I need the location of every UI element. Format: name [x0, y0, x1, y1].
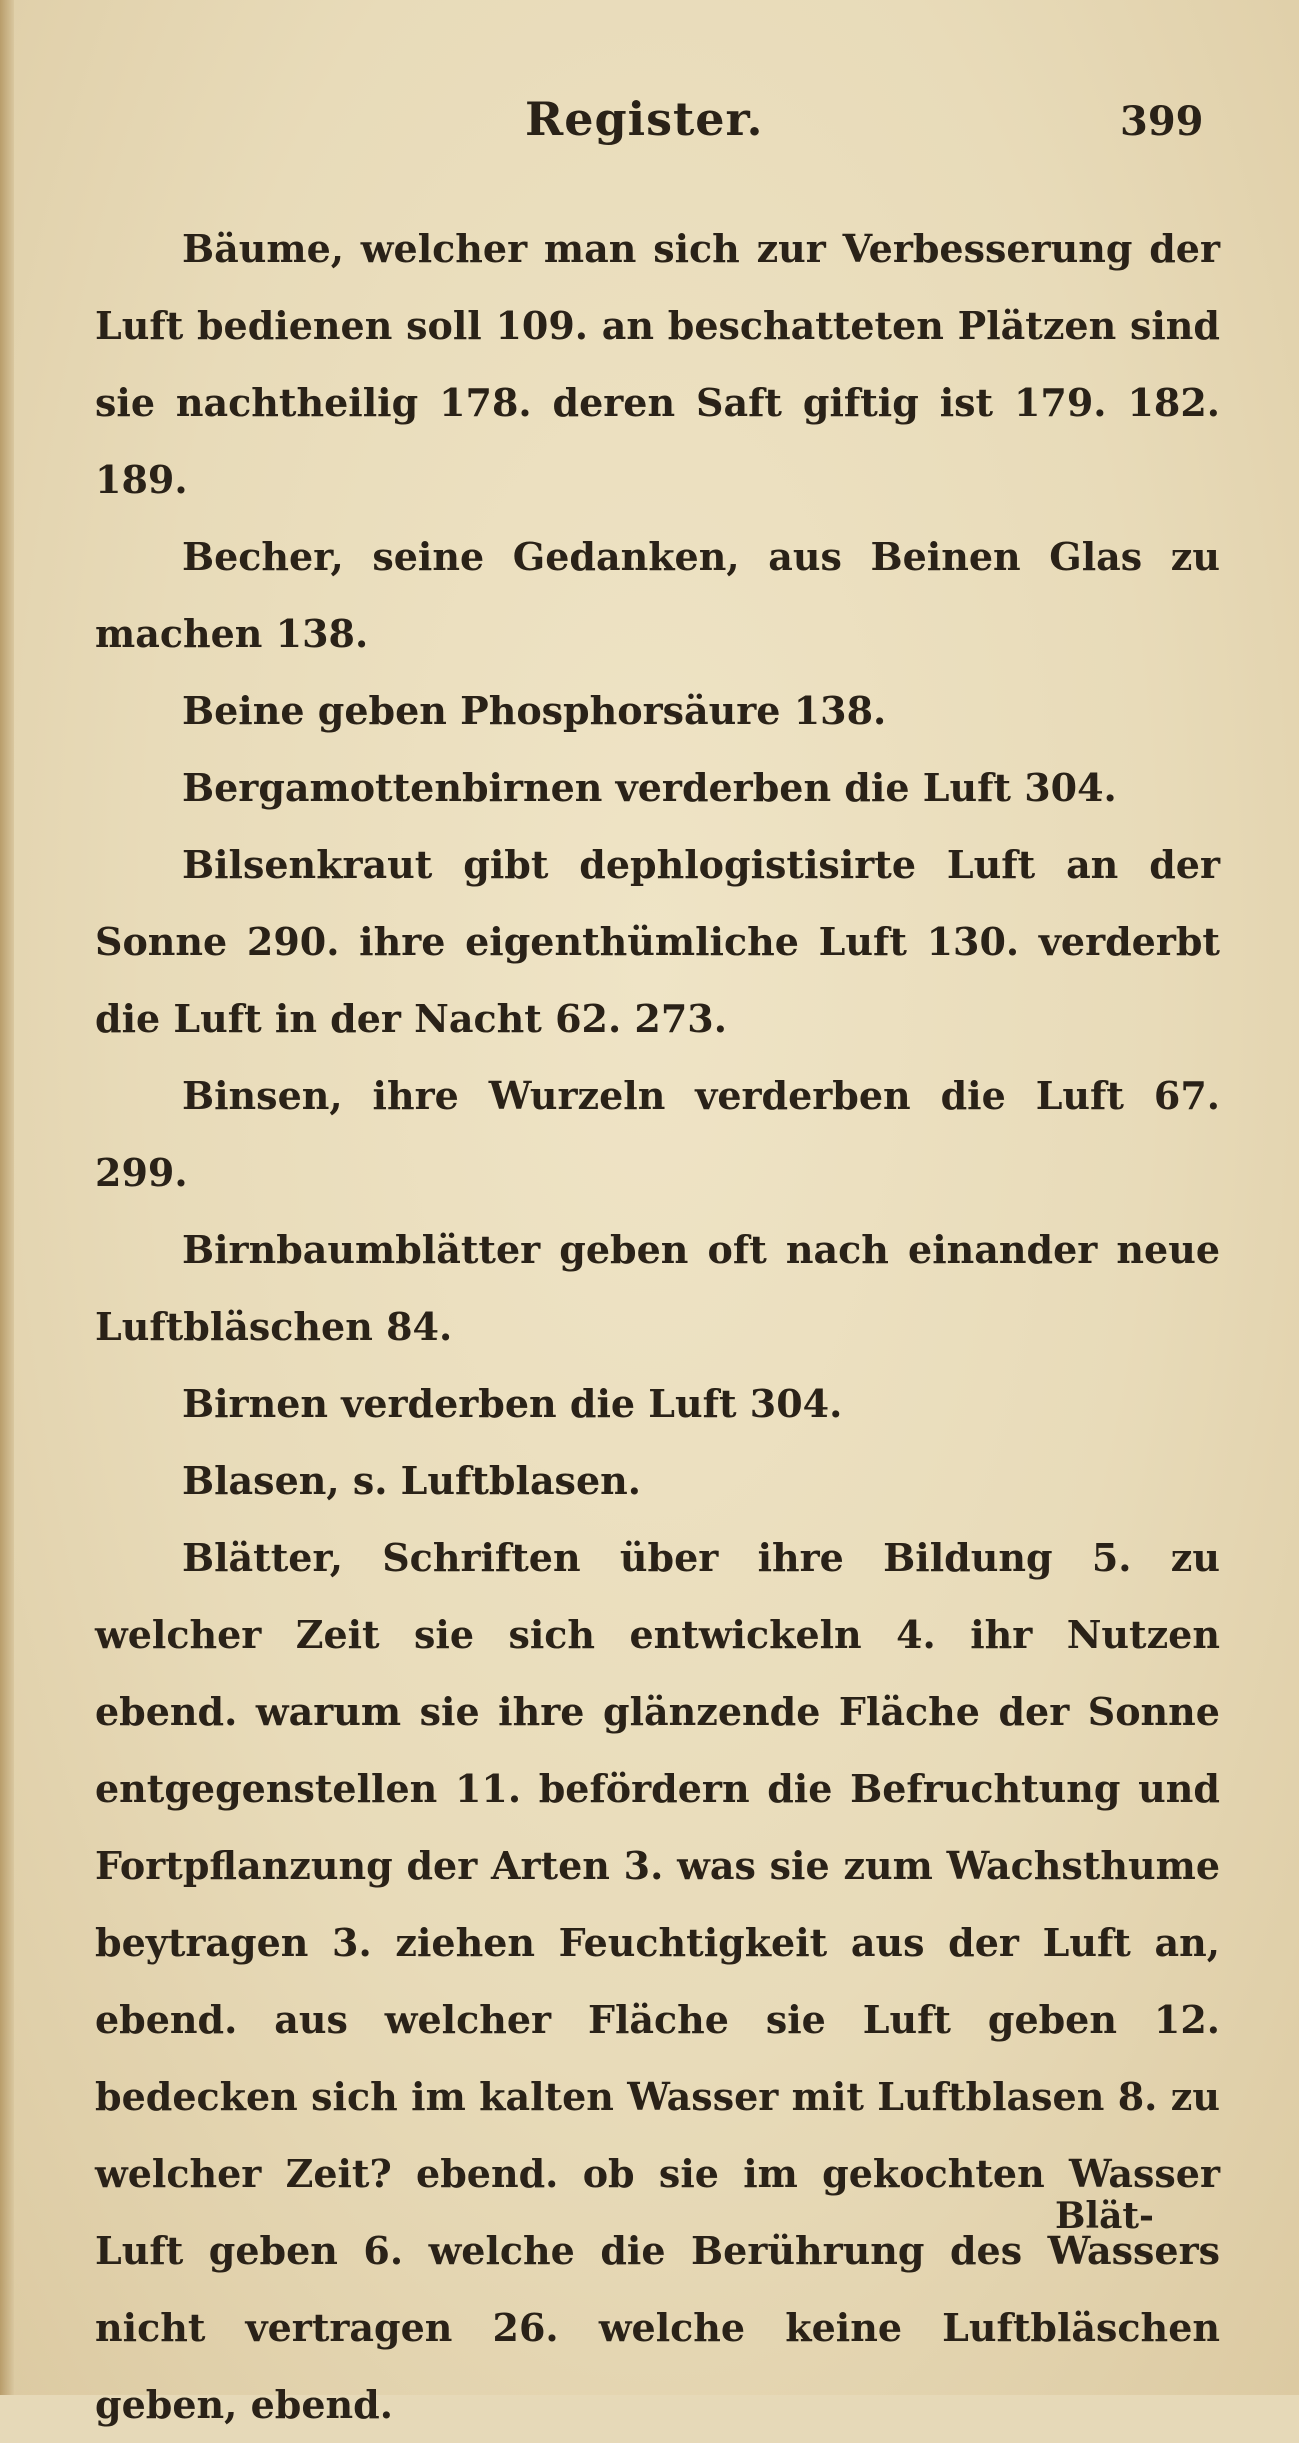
running-title: Register. — [525, 92, 764, 146]
index-entry: Blasen, s. Luftblasen. — [182, 1458, 641, 1503]
index-entry: Bäume, welcher man sich zur Verbesserung der Luft bedienen soll 109. an beschatteten Plätzen sind sie nachtheilig 178. deren Saft giftig ist 179. 182. 189. — [95, 226, 1220, 502]
index-entry: Birnen verderben die Luft 304. — [182, 1381, 843, 1426]
index-entries — [95, 210, 1220, 2443]
index-entry: Binsen, ihre Wurzeln verderben die Luft 67. 299. — [95, 1073, 1220, 1195]
page-gutter-shadow — [0, 0, 14, 2395]
catchword: Blät- — [1055, 2195, 1154, 2237]
index-entry: Becher, seine Gedanken, aus Beinen Glas zu machen 138. — [95, 534, 1220, 656]
index-entry: Bergamottenbirnen verderben die Luft 304. — [182, 765, 1117, 810]
page-number: 399 — [1120, 98, 1204, 145]
index-entry: Blätter, Schriften über ihre Bildung 5. zu welcher Zeit sie sich entwickeln 4. ihr Nutzen ebend. warum sie ihre glänzende Fläche der Sonne entgegenstellen 11. befördern die Befruchtung und Fortpflanzung der Arten 3. was sie zum Wachsthume beytragen 3. ziehen Feuchtigkeit aus der Luft an, ebend. aus welcher Fläche sie Luft geben 12. bedecken sich im kalten Wasser mit Luftblasen 8. zu welcher Zeit? ebend. ob sie im gekochten Wasser Luft geben 6. welche die Berührung des Wassers nicht vertragen 26. welche keine Luftbläschen geben, ebend. — [95, 1535, 1220, 2427]
index-entry: Bilsenkraut gibt dephlogistisirte Luft an der Sonne 290. ihre eigenthümliche Luft 130. verderbt die Luft in der Nacht 62. 273. — [95, 842, 1220, 1041]
index-entry: Beine geben Phosphorsäure 138. — [182, 688, 887, 733]
index-entry: Birnbaumblätter geben oft nach einander neue Luftbläschen 84. — [95, 1227, 1220, 1349]
page-header — [0, 92, 1299, 162]
